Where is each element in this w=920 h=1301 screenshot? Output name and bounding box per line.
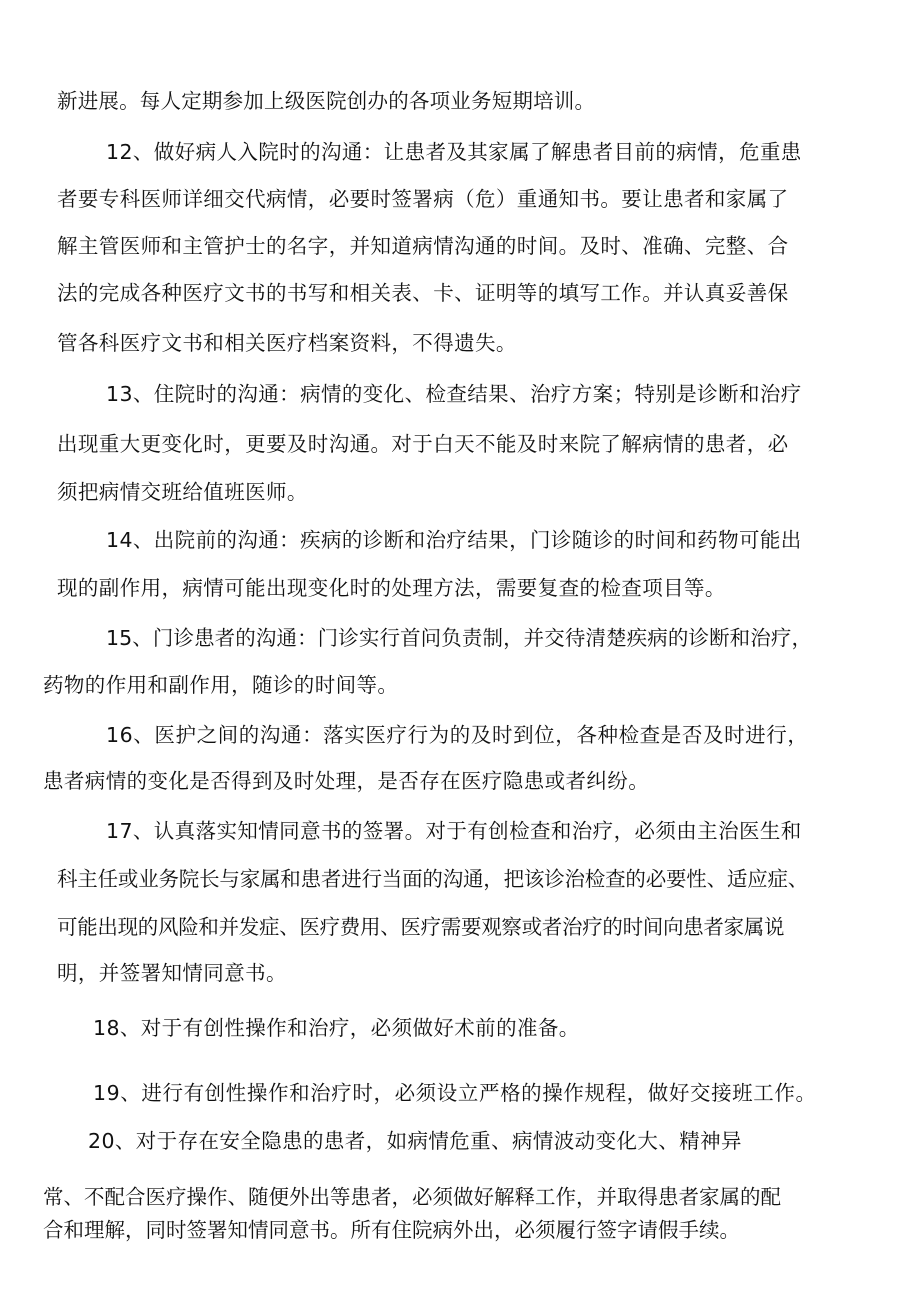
paragraph-18: 18、对于有创性操作和治疗，必须做好术前的准备。	[93, 1016, 580, 1040]
text-line: 管各科医疗文书和相关医疗档案资料，不得遗失。	[57, 331, 517, 355]
paragraph-16-line-1: 16、医护之间的沟通：落实医疗行为的及时到位，各种检查是否及时进行，	[106, 723, 809, 747]
text-line: 患者病情的变化是否得到及时处理，是否存在医疗隐患或者纠纷。	[43, 769, 650, 793]
text-line: 药物的作用和副作用，随诊的时间等。	[43, 673, 399, 697]
text-line: 新进展。每人定期参加上级医院创办的各项业务短期培训。	[57, 89, 596, 113]
paragraph-19: 19、进行有创性操作和治疗时，必须设立严格的操作规程，做好交接班工作。	[93, 1081, 817, 1105]
paragraph-20-line-1: 20、对于存在安全隐患的患者，如病情危重、病情波动变化大、精神异	[88, 1129, 742, 1153]
text-line: 现的副作用，病情可能出现变化时的处理方法，需要复查的检查项目等。	[57, 576, 726, 600]
text-line: 者要专科医师详细交代病情，必要时签署病（危）重通知书。要让患者和家属了	[57, 187, 789, 211]
text-line: 须把病情交班给值班医师。	[57, 480, 308, 504]
paragraph-15-line-1: 15、门诊患者的沟通：门诊实行首问负责制，并交待清楚疾病的诊断和治疗，	[106, 626, 813, 650]
paragraph-13-line-1: 13、住院时的沟通：病情的变化、检查结果、治疗方案；特别是诊断和治疗	[106, 382, 802, 406]
text-line: 常、不配合医疗操作、随便外出等患者，必须做好解释工作，并取得患者家属的配	[43, 1185, 781, 1209]
text-line: 明，并签署知情同意书。	[57, 961, 287, 985]
text-line: 解主管医师和主管护士的名字，并知道病情沟通的时间。及时、准确、完整、合	[57, 234, 789, 258]
text-line: 可能出现的风险和并发症、医疗费用、医疗需要观察或者治疗的时间向患者家属说	[57, 915, 785, 939]
text-line: 科主任或业务院长与家属和患者进行当面的沟通，把该诊治检查的必要性、适应症、	[57, 867, 809, 891]
paragraph-17-line-1: 17、认真落实知情同意书的签署。对于有创检查和治疗，必须由主治医生和	[106, 819, 802, 843]
text-line: 出现重大更变化时，更要及时沟通。对于白天不能及时来院了解病情的患者，必	[57, 432, 789, 456]
paragraph-12-line-1: 12、做好病人入院时的沟通：让患者及其家属了解患者目前的病情，危重患	[106, 140, 802, 164]
text-line: 法的完成各种医疗文书的书写和相关表、卡、证明等的填写工作。并认真妥善保	[57, 281, 789, 305]
text-line: 合和理解，同时签署知情同意书。所有住院病外出，必须履行签字请假手续。	[43, 1218, 740, 1242]
paragraph-14-line-1: 14、出院前的沟通：疾病的诊断和治疗结果，门诊随诊的时间和药物可能出	[106, 528, 802, 552]
